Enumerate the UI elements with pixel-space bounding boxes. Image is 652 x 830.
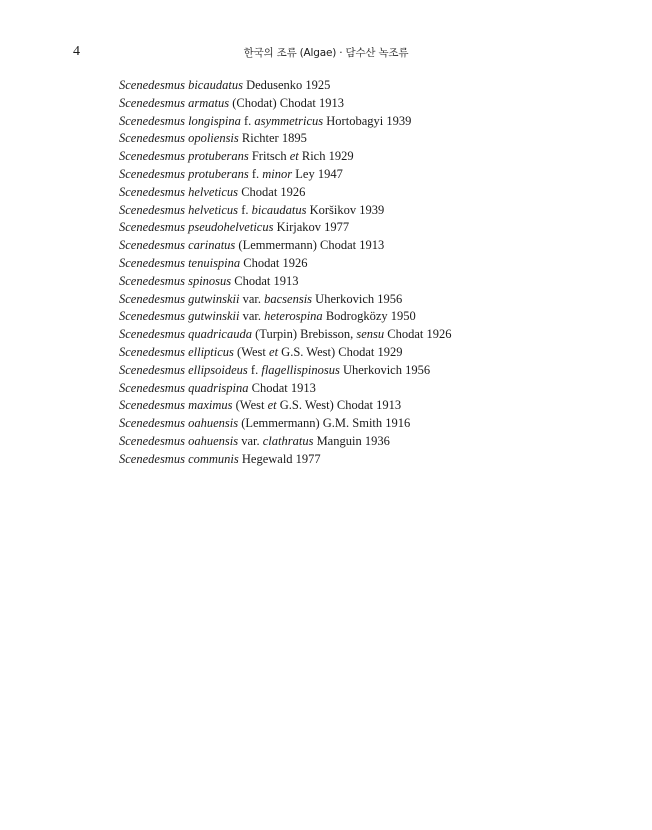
authority-text: f. — [247, 362, 262, 377]
taxon-name-italic: Scenedesmus communis — [119, 451, 239, 466]
taxon-name-italic: bacsensis — [264, 291, 313, 306]
species-entry — [119, 415, 452, 433]
authority-text: Uherkovich 1956 — [339, 362, 431, 377]
taxon-name-italic: Scenedesmus opoliensis — [119, 131, 239, 146]
authority-text: Bodrogközy 1950 — [322, 309, 416, 324]
authority-text: Chodat 1926 — [240, 255, 308, 270]
authority-text: G.S. West) Chodat 1929 — [278, 344, 403, 359]
taxon-name-italic: Scenedesmus oahuensis — [119, 416, 239, 431]
species-entry — [119, 95, 452, 113]
authority-text: Chodat 1913 — [248, 380, 316, 395]
taxon-name-italic: clathratus — [262, 433, 314, 448]
taxon-name-italic: Scenedesmus quadricauda — [119, 327, 252, 342]
species-list — [119, 77, 452, 469]
species-entry — [119, 273, 452, 291]
taxon-name-italic: Scenedesmus armatus — [119, 95, 230, 110]
taxon-name-italic: Scenedesmus longispina — [119, 113, 241, 128]
taxon-name-italic: Scenedesmus gutwinskii — [119, 291, 240, 306]
taxon-name-italic: et — [269, 344, 279, 359]
taxon-name-italic: sensu — [356, 327, 385, 342]
taxon-name-italic: flagellispinosus — [261, 362, 340, 377]
authority-text: Richter 1895 — [238, 131, 307, 146]
authority-text: Koršikov 1939 — [306, 202, 385, 217]
species-entry — [119, 255, 452, 273]
page-number: 4 — [73, 44, 80, 59]
authority-text: Hortobagyi 1939 — [323, 113, 412, 128]
taxon-name-italic: Scenedesmus helveticus — [119, 202, 239, 217]
authority-text: f. — [240, 113, 255, 128]
species-entry — [119, 77, 452, 95]
authority-text: Hegewald 1977 — [238, 451, 321, 466]
taxon-name-italic: Scenedesmus bicaudatus — [119, 78, 243, 92]
taxon-name-italic: Scenedesmus carinatus — [119, 238, 236, 253]
species-entry — [119, 291, 452, 309]
authority-text: Uherkovich 1956 — [312, 291, 403, 306]
taxon-name-italic: Scenedesmus ellipsoideus — [119, 362, 248, 377]
species-entry — [119, 397, 452, 415]
authority-text: Dedusenko 1925 — [242, 78, 331, 92]
authority-text: (West — [232, 398, 268, 413]
authority-text: Chodat 1913 — [231, 273, 299, 288]
authority-text: (West — [233, 344, 270, 359]
species-entry — [119, 451, 452, 469]
taxon-name-italic: asymmetricus — [254, 113, 324, 128]
authority-text: Chodat 1926 — [238, 184, 306, 199]
authority-text: var. — [238, 433, 263, 448]
taxon-name-italic: et — [289, 149, 299, 164]
taxon-name-italic: Scenedesmus protuberans — [119, 166, 249, 181]
species-entry — [119, 308, 452, 326]
authority-text: G.S. West) Chodat 1913 — [276, 398, 402, 413]
taxon-name-italic: Scenedesmus spinosus — [119, 273, 232, 288]
authority-text: (Chodat) Chodat 1913 — [229, 95, 344, 110]
taxon-name-italic: Scenedesmus tenuispina — [119, 255, 241, 270]
taxon-name-italic: Scenedesmus quadrispina — [119, 380, 249, 395]
authority-text: f. — [248, 166, 263, 181]
authority-text: Kirjakov 1977 — [273, 220, 350, 235]
species-entry — [119, 148, 452, 166]
species-entry — [119, 184, 452, 202]
taxon-name-italic: heterospina — [264, 309, 323, 324]
species-entry — [119, 380, 452, 398]
taxon-name-italic: Scenedesmus maximus — [119, 398, 233, 413]
authority-text: Ley 1947 — [292, 166, 343, 181]
authority-text: Manguin 1936 — [313, 433, 390, 448]
taxon-name-italic: bicaudatus — [251, 202, 307, 217]
authority-text: Chodat 1926 — [384, 327, 452, 342]
species-entry — [119, 362, 452, 380]
running-header: 한국의 조류 (Algae) · 담수산 녹조류 — [243, 47, 409, 59]
authority-text: var. — [239, 291, 265, 306]
species-entry — [119, 237, 452, 255]
species-entry — [119, 433, 452, 451]
species-entry — [119, 326, 452, 344]
species-entry — [119, 219, 452, 237]
taxon-name-italic: Scenedesmus pseudohelveticus — [119, 220, 274, 235]
authority-text: (Turpin) Brebisson, — [251, 327, 357, 342]
taxon-name-italic: Scenedesmus ellipticus — [119, 344, 234, 359]
authority-text: var. — [239, 309, 265, 324]
authority-text: Fritsch — [248, 149, 290, 164]
taxon-name-italic: Scenedesmus protuberans — [119, 149, 249, 164]
taxon-name-italic: minor — [262, 166, 293, 181]
species-entry — [119, 202, 452, 220]
authority-text: (Lemmermann) Chodat 1913 — [235, 238, 385, 253]
taxon-name-italic: Scenedesmus gutwinskii — [119, 309, 240, 324]
authority-text: f. — [238, 202, 252, 217]
authority-text: (Lemmermann) G.M. Smith 1916 — [238, 416, 411, 431]
taxon-name-italic: Scenedesmus helveticus — [119, 184, 239, 199]
species-entry — [119, 166, 452, 184]
taxon-name-italic: et — [267, 398, 277, 413]
species-entry — [119, 344, 452, 362]
species-entry — [119, 113, 452, 131]
species-entry — [119, 130, 452, 148]
taxon-name-italic: Scenedesmus oahuensis — [119, 433, 239, 448]
authority-text: Rich 1929 — [298, 149, 354, 164]
